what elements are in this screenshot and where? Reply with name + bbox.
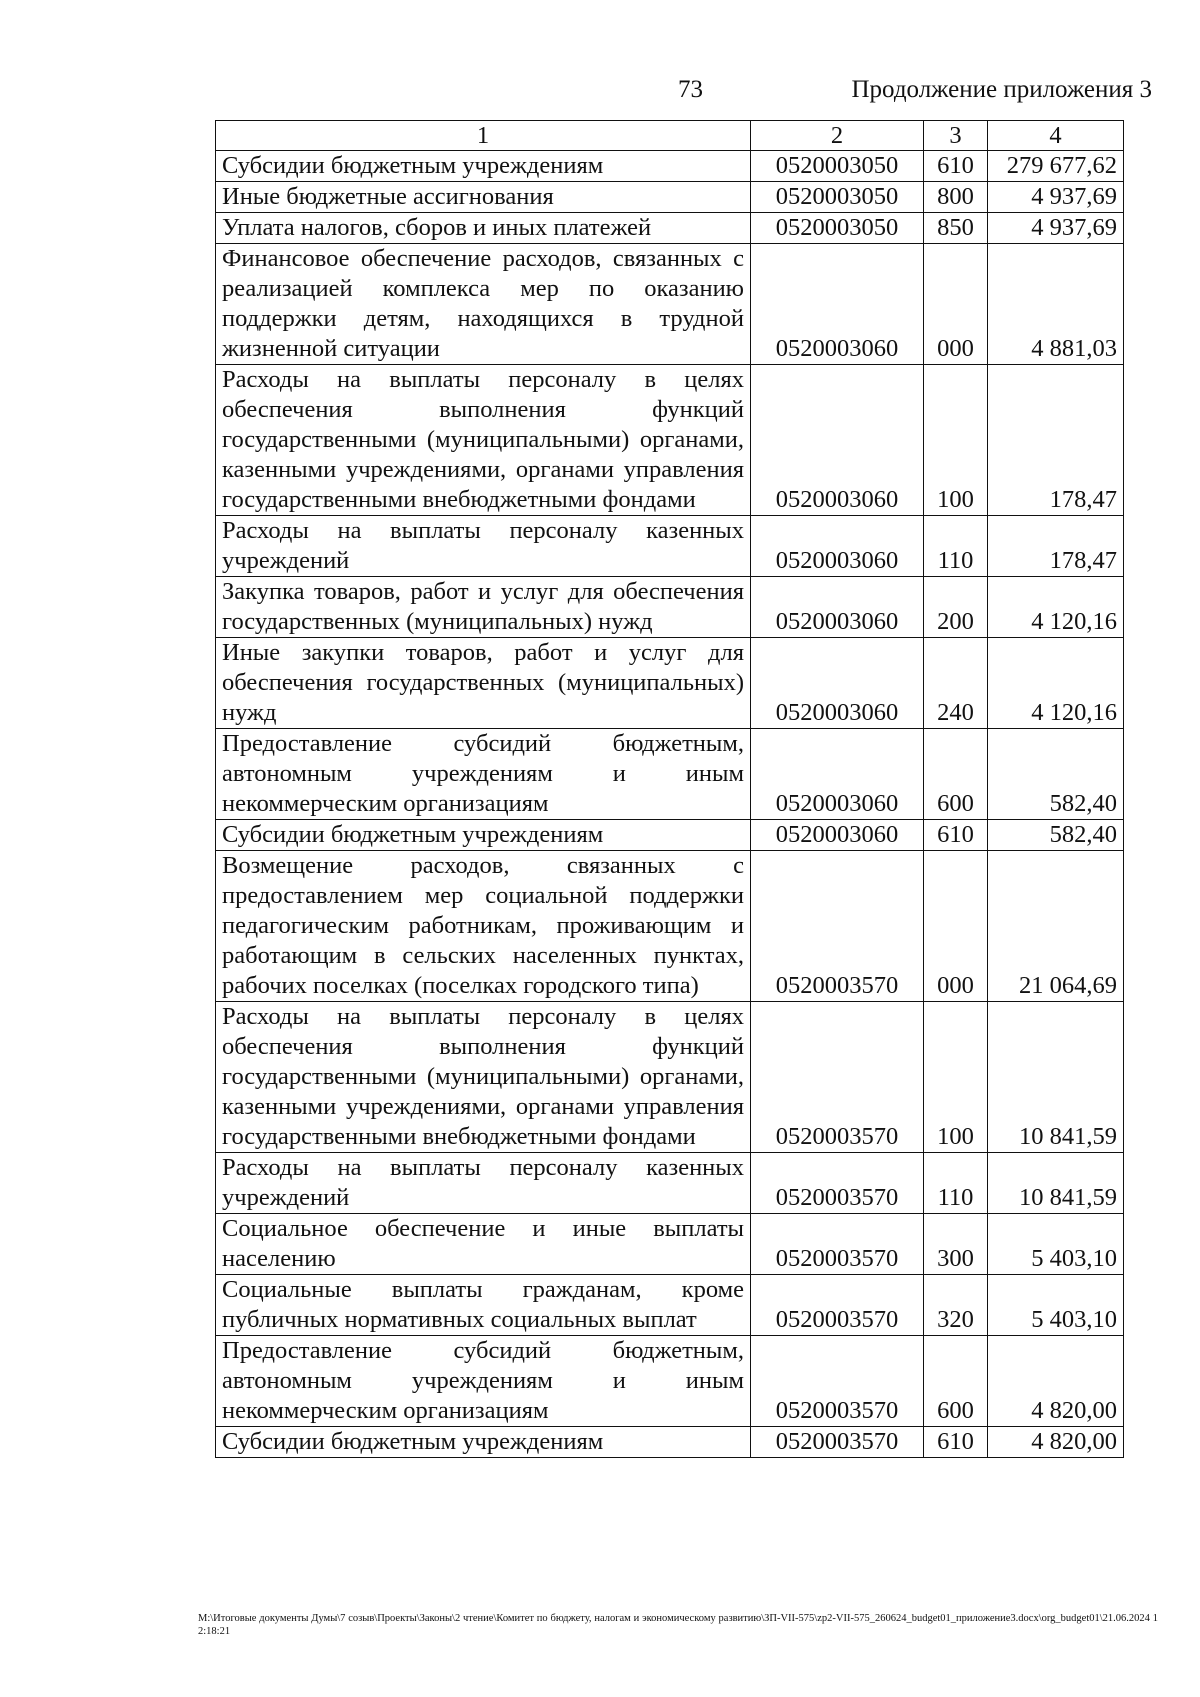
row-code-cell: 0520003060	[751, 638, 924, 729]
row-code-cell: 0520003570	[751, 1153, 924, 1214]
table-row	[216, 577, 1124, 638]
row-amount-cell: 4 120,16	[988, 577, 1124, 638]
row-amount-cell: 5 403,10	[988, 1275, 1124, 1336]
row-name-cell: Социальные выплаты гражданам, кроме публичных нормативных социальных выплат	[216, 1275, 751, 1336]
row-code-cell: 0520003050	[751, 151, 924, 182]
row-name-cell: Иные закупки товаров, работ и услуг для обеспечения государственных (муниципальных) нужд	[216, 638, 751, 729]
row-name-cell: Расходы на выплаты персоналу в целях обеспечения выполнения функций государственными (муниципальными) органами, казенными учреждениями, органами управления государственными внебюджетными фондами	[216, 365, 751, 516]
row-amount-cell: 10 841,59	[988, 1002, 1124, 1153]
row-name-cell: Предоставление субсидий бюджетным, автономным учреждениям и иным некоммерческим организациям	[216, 729, 751, 820]
row-type-cell: 850	[924, 213, 988, 244]
row-code-cell: 0520003050	[751, 213, 924, 244]
row-type-cell: 600	[924, 729, 988, 820]
row-code-cell: 0520003570	[751, 1427, 924, 1458]
row-amount-cell: 10 841,59	[988, 1153, 1124, 1214]
row-code-cell: 0520003060	[751, 244, 924, 365]
table-row	[216, 1275, 1124, 1336]
row-type-cell: 600	[924, 1336, 988, 1427]
row-amount-cell: 4 820,00	[988, 1427, 1124, 1458]
row-amount-cell: 4 120,16	[988, 638, 1124, 729]
row-name-cell: Субсидии бюджетным учреждениям	[216, 151, 751, 182]
row-code-cell: 0520003060	[751, 820, 924, 851]
table-row	[216, 1002, 1124, 1153]
column-header-name: 1	[216, 121, 751, 151]
table-row	[216, 365, 1124, 516]
table-row	[216, 213, 1124, 244]
row-amount-cell: 178,47	[988, 516, 1124, 577]
row-amount-cell: 5 403,10	[988, 1214, 1124, 1275]
row-code-cell: 0520003060	[751, 577, 924, 638]
row-amount-cell: 279 677,62	[988, 151, 1124, 182]
continuation-title: Продолжение приложения 3	[851, 76, 1152, 103]
column-header-amount: 4	[988, 121, 1124, 151]
row-name-cell: Расходы на выплаты персоналу казенных учреждений	[216, 516, 751, 577]
table-header-row	[216, 121, 1124, 151]
row-type-cell: 100	[924, 365, 988, 516]
page-number: 73	[678, 76, 703, 103]
row-code-cell: 0520003570	[751, 1002, 924, 1153]
row-amount-cell: 582,40	[988, 729, 1124, 820]
row-type-cell: 610	[924, 151, 988, 182]
row-amount-cell: 582,40	[988, 820, 1124, 851]
table-row	[216, 1214, 1124, 1275]
row-type-cell: 610	[924, 820, 988, 851]
row-type-cell: 000	[924, 244, 988, 365]
row-type-cell: 800	[924, 182, 988, 213]
footer-file-path: M:\Итоговые документы Думы\7 созыв\Проекты\Законы\2 чтение\Комитет по бюджету, налогам и экономическому развитию\ЗП-VII-575\zp2-VII-575_260624_budget01_приложение3.docx\org_budget01\21.06.2024 12:18:21	[198, 1613, 1158, 1637]
row-code-cell: 0520003050	[751, 182, 924, 213]
table-row	[216, 516, 1124, 577]
row-type-cell: 000	[924, 851, 988, 1002]
row-name-cell: Финансовое обеспечение расходов, связанных с реализацией комплекса мер по оказанию поддержки детям, находящихся в трудной жизненной ситуации	[216, 244, 751, 365]
table-row	[216, 182, 1124, 213]
row-amount-cell: 178,47	[988, 365, 1124, 516]
table-row	[216, 851, 1124, 1002]
row-name-cell: Уплата налогов, сборов и иных платежей	[216, 213, 751, 244]
row-code-cell: 0520003060	[751, 729, 924, 820]
table-row	[216, 244, 1124, 365]
row-code-cell: 0520003570	[751, 1275, 924, 1336]
row-name-cell: Иные бюджетные ассигнования	[216, 182, 751, 213]
table-row	[216, 151, 1124, 182]
row-code-cell: 0520003570	[751, 851, 924, 1002]
row-amount-cell: 4 820,00	[988, 1336, 1124, 1427]
row-name-cell: Субсидии бюджетным учреждениям	[216, 1427, 751, 1458]
row-amount-cell: 4 881,03	[988, 244, 1124, 365]
row-type-cell: 320	[924, 1275, 988, 1336]
row-type-cell: 110	[924, 516, 988, 577]
row-amount-cell: 4 937,69	[988, 182, 1124, 213]
table-row	[216, 638, 1124, 729]
row-code-cell: 0520003060	[751, 365, 924, 516]
budget-table	[215, 120, 1124, 1458]
row-type-cell: 300	[924, 1214, 988, 1275]
row-type-cell: 100	[924, 1002, 988, 1153]
table-row	[216, 729, 1124, 820]
table-row	[216, 820, 1124, 851]
row-name-cell: Возмещение расходов, связанных с предоставлением мер социальной поддержки педагогическим работникам, проживающим и работающим в сельских населенных пунктах, рабочих поселках (поселках городского типа)	[216, 851, 751, 1002]
row-name-cell: Предоставление субсидий бюджетным, автономным учреждениям и иным некоммерческим организациям	[216, 1336, 751, 1427]
row-amount-cell: 21 064,69	[988, 851, 1124, 1002]
column-header-code: 2	[751, 121, 924, 151]
row-type-cell: 610	[924, 1427, 988, 1458]
table-row	[216, 1336, 1124, 1427]
row-name-cell: Социальное обеспечение и иные выплаты населению	[216, 1214, 751, 1275]
table-row	[216, 1153, 1124, 1214]
column-header-type: 3	[924, 121, 988, 151]
table-row	[216, 1427, 1124, 1458]
row-code-cell: 0520003570	[751, 1214, 924, 1275]
row-type-cell: 110	[924, 1153, 988, 1214]
row-code-cell: 0520003570	[751, 1336, 924, 1427]
row-name-cell: Субсидии бюджетным учреждениям	[216, 820, 751, 851]
row-name-cell: Расходы на выплаты персоналу казенных учреждений	[216, 1153, 751, 1214]
row-name-cell: Закупка товаров, работ и услуг для обеспечения государственных (муниципальных) нужд	[216, 577, 751, 638]
row-name-cell: Расходы на выплаты персоналу в целях обеспечения выполнения функций государственными (муниципальными) органами, казенными учреждениями, органами управления государственными внебюджетными фондами	[216, 1002, 751, 1153]
row-code-cell: 0520003060	[751, 516, 924, 577]
row-type-cell: 200	[924, 577, 988, 638]
row-type-cell: 240	[924, 638, 988, 729]
row-amount-cell: 4 937,69	[988, 213, 1124, 244]
table-body	[216, 151, 1124, 1458]
